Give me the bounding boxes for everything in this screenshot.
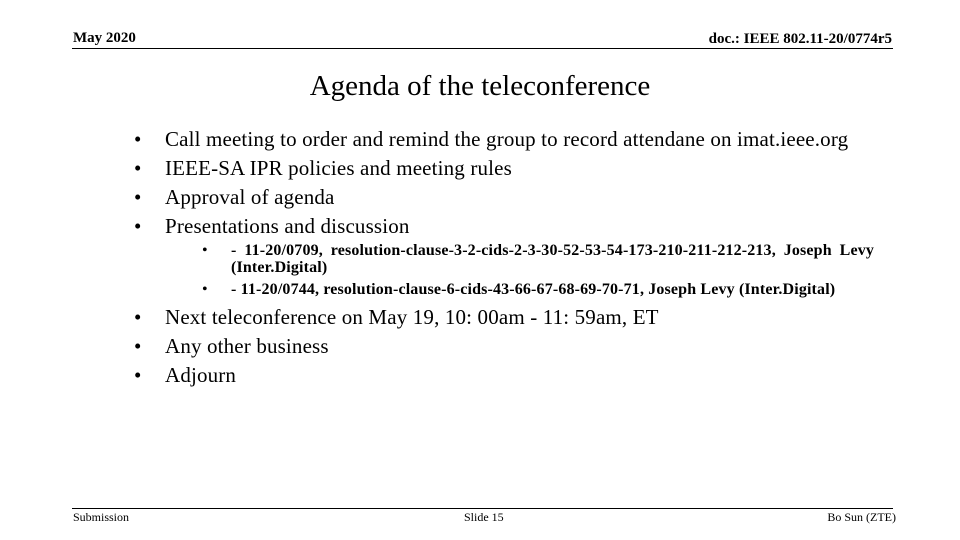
agenda-item-text: Approval of agenda (165, 185, 335, 209)
bullet-icon: • (134, 214, 142, 238)
bullet-icon: • (134, 363, 142, 387)
footer-author: Bo Sun (ZTE) (827, 510, 896, 524)
sub-bullet-icon: • (202, 242, 208, 259)
bullet-icon: • (134, 334, 142, 358)
bullet-icon: • (134, 156, 142, 180)
footer-submission: Submission (73, 510, 130, 524)
presentation-item (165, 242, 874, 276)
bullet-icon: • (134, 127, 142, 151)
agenda-item-text: Adjourn (165, 363, 237, 387)
header-date: May 2020 (73, 30, 136, 46)
agenda-item (134, 364, 874, 386)
agenda-item (134, 157, 874, 179)
bullet-icon: • (134, 185, 142, 209)
agenda-item-text: IEEE-SA IPR policies and meeting rules (165, 156, 512, 180)
agenda-item (134, 128, 874, 150)
slide-title: Agenda of the teleconference (309, 70, 651, 102)
agenda-item-text: Any other business (165, 334, 329, 358)
agenda-item-text: Next teleconference on May 19, 10: 00am - 11: 59am, ET (165, 305, 659, 329)
presentation-item-text: - 11-20/0709, resolution-clause-3-2-cids-2-3-30-52-53-54-173-210-211-212-213, Joseph Levy (Inter.Digital) (231, 242, 874, 276)
presentation-item-text: - 11-20/0744, resolution-clause-6-cids-43-66-67-68-69-70-71, Joseph Levy (Inter.Digital) (231, 281, 836, 298)
agenda-item (134, 186, 874, 208)
agenda-item (134, 306, 874, 328)
agenda-list (134, 128, 874, 393)
agenda-item-text: Call meeting to order and remind the group to record attendane on imat.ieee.org (165, 127, 849, 151)
header-doc-number: doc.: IEEE 802.11-20/0774r5 (708, 31, 892, 47)
bullet-icon: • (134, 305, 142, 329)
header-divider (72, 48, 893, 49)
footer-slide-number: Slide 15 (464, 510, 504, 524)
agenda-item (134, 215, 874, 298)
presentation-list (165, 242, 874, 298)
sub-bullet-icon: • (202, 281, 208, 298)
footer-divider (72, 508, 893, 509)
presentation-item (165, 281, 874, 298)
agenda-item (134, 335, 874, 357)
agenda-item-text: Presentations and discussion (165, 214, 410, 238)
